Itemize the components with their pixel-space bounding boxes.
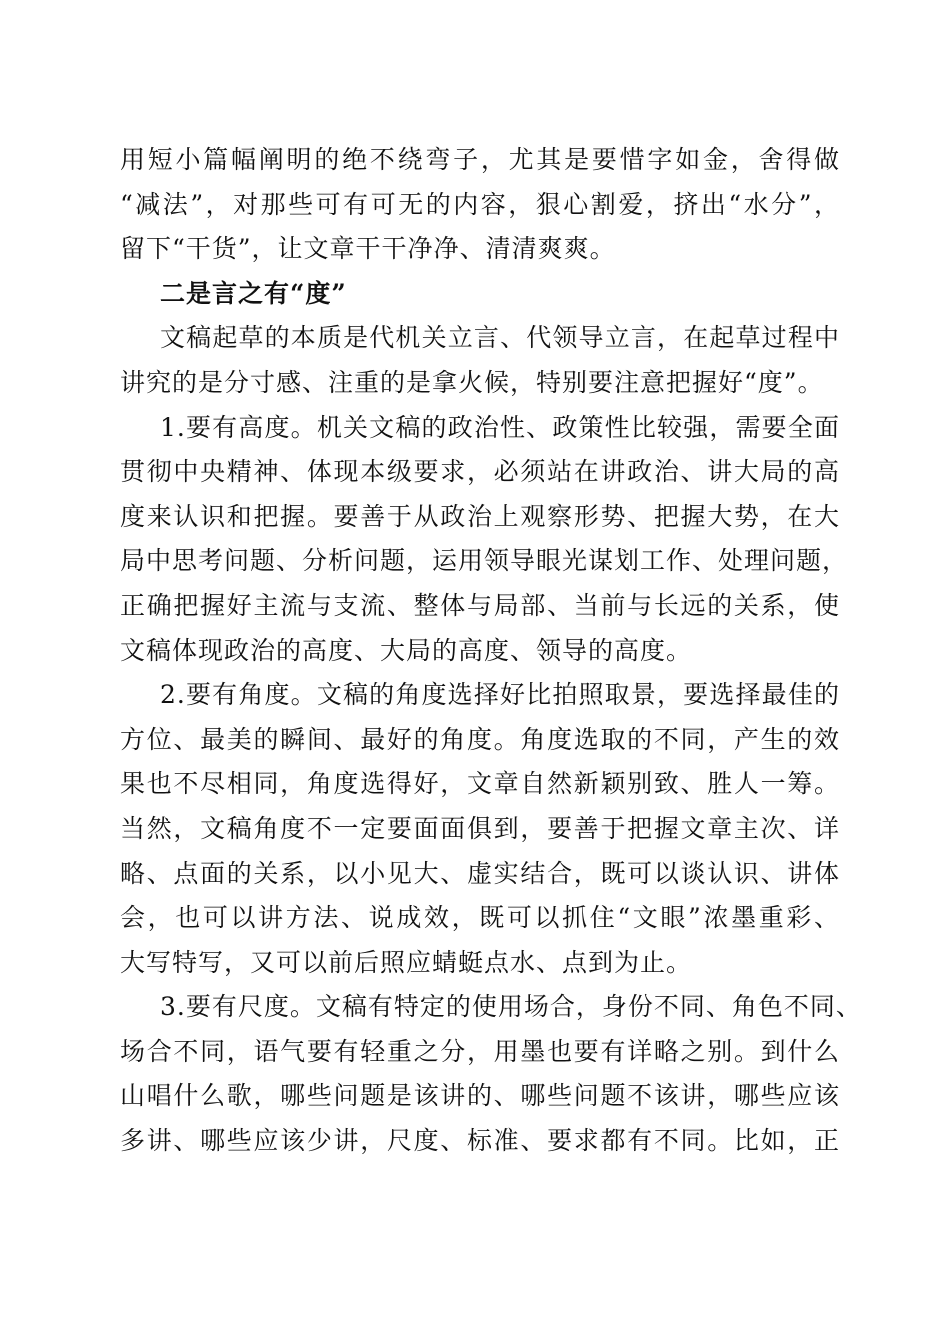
text-line: 正确把握好主流与支流、整体与局部、当前与长远的关系，使	[120, 590, 840, 620]
document-page	[120, 138, 862, 1164]
text-line: 局中思考问题、分析问题，运用领导眼光谋划工作、处理问题，	[120, 546, 849, 576]
text-line: 文稿体现政治的高度、大局的高度、领导的高度。	[120, 635, 693, 665]
text-line: 用短小篇幅阐明的绝不绕弯子，尤其是要惜字如金，舍得做	[120, 145, 840, 174]
text-line: 山唱什么歌，哪些问题是该讲的、哪些问题不该讲，哪些应该	[120, 1081, 840, 1111]
text-line: 1.要有高度。机关文稿的政治性、政策性比较强，需要全面	[160, 412, 840, 442]
text-line: 场合不同，语气要有轻重之分，用墨也要有详略之别。到什么	[120, 1036, 840, 1066]
text-line: 讲究的是分寸感、注重的是拿火候，特别要注意把握好“度”。	[120, 367, 824, 397]
text-line: “减法”，对那些可有可无的内容，狠心割爱，挤出“水分”，	[120, 189, 840, 219]
text-line: 留下“干货”，让文章干干净净、清清爽爽。	[120, 234, 616, 264]
text-line: 3.要有尺度。文稿有特定的使用场合，身份不同、角色不同、	[160, 992, 862, 1022]
text-line: 方位、最美的瞬间、最好的角度。角度选取的不同，产生的效	[120, 724, 840, 754]
text-line: 2.要有角度。文稿的角度选择好比拍照取景，要选择最佳的	[160, 680, 840, 710]
text-line: 文稿起草的本质是代机关立言、代领导立言，在起草过程中	[160, 323, 840, 353]
text-line: 大写特写，又可以前后照应蜻蜓点水、点到为止。	[120, 947, 693, 977]
text-line: 多讲、哪些应该少讲，尺度、标准、要求都有不同。比如，正	[120, 1126, 840, 1156]
text-line: 度来认识和把握。要善于从政治上观察形势、把握大势，在大	[120, 501, 840, 531]
text-line: 果也不尽相同，角度选得好，文章自然新颖别致、胜人一筹。	[120, 769, 840, 799]
section-heading: 二是言之有“度”	[160, 278, 347, 308]
text-line: 贯彻中央精神、体现本级要求，必须站在讲政治、讲大局的高	[120, 457, 840, 487]
text-line: 当然，文稿角度不一定要面面俱到，要善于把握文章主次、详	[120, 813, 840, 843]
text-line: 会，也可以讲方法、说成效，既可以抓住“文眼”浓墨重彩、	[120, 903, 840, 933]
text-line: 略、点面的关系，以小见大、虚实结合，既可以谈认识、讲体	[120, 858, 840, 888]
